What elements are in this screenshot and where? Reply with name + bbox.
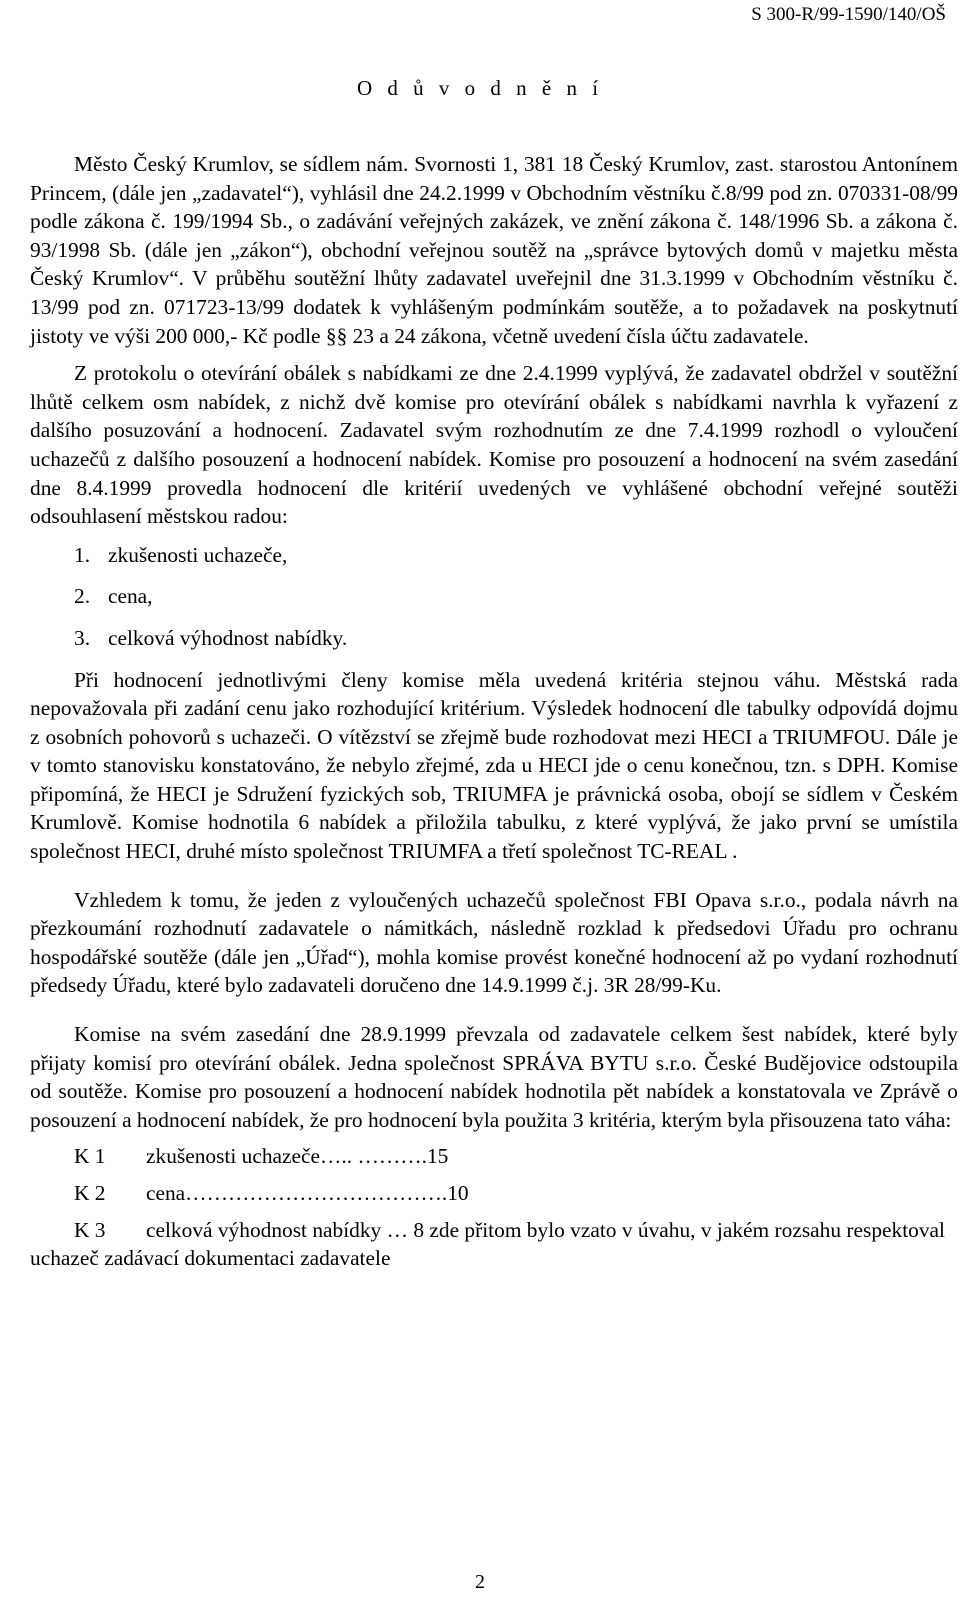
list-item-number: 2. (74, 584, 91, 609)
weight-row (74, 1142, 958, 1171)
list-item-text: zkušenosti uchazeče, (108, 542, 288, 567)
weight-row (30, 1216, 958, 1273)
list-item-number: 3. (74, 625, 91, 650)
weight-text: cena……………………………….10 (146, 1181, 469, 1205)
list-item-text: cena, (108, 584, 153, 609)
weight-code: K 2 (74, 1181, 106, 1205)
paragraph-appeal: Vzhledem k tomu, že jeden z vyloučených uchazečů společnost FBI Opava s.r.o., podala návrh na přezkoumání rozhodnutí zadavatele o námitkách, následně rozklad k předsedovi Úřadu pro ochranu hospodářské soutěže (dále jen „Úřad“), mohla komise provést konečné hodnocení až po vydaní rozhodnutí předsedy Úřadu, které bylo zadavateli doručeno dne 14.9.1999 č.j. 3R 28/99-Ku. (30, 887, 958, 998)
reference-number: S 300-R/99-1590/140/OŠ (751, 4, 946, 25)
paragraph-commission: Komise na svém zasedání dne 28.9.1999 převzala od zadavatele celkem šest nabídek, které byly přijaty komisí pro otevírání obálek. Jedna společnost SPRÁVA BYTU s.r.o. České Budějovice odstoupila od soutěže. Komise pro posouzení a hodnocení nabídek hodnotila pět nabídek a konstatovala ve Zprávě o posouzení a hodnocení nabídek, že pro hodnocení byla použita 3 kritéria, kterým byla přisouzena tato váha: (30, 1022, 958, 1132)
criteria-list (30, 541, 958, 653)
document-body (30, 150, 958, 1273)
list-item-number: 1. (74, 542, 91, 567)
weight-row (74, 1179, 958, 1208)
paragraph-evaluation: Při hodnocení jednotlivými členy komise měla uvedená kritéria stejnou váhu. Městská rada nepovažovala při zadání cenu jako rozhodující kritérium. Výsledek hodnocení dle tabulky odpovídá dojmu z osobních pohovorů s uchazeči. O vítězství se zřejmě bude rozhodovat mezi HECI a TRIUMFOU. Dále je v tomto stanovisku konstatováno, že nebylo zřejmé, zda u HECI jde o cenu konečnou, tzn. s DPH. Komise připomíná, že HECI je Sdružení fyzických sob, TRIUMFA je právnická osoba, obojí se sídlem v Českém Krumlově. Komise hodnotila 6 nabídek a přiložila tabulku, z které vyplývá, že jako první se umístila společnost HECI, druhé místo společnost TRIUMFA a třetí společnost TC-REAL . (30, 667, 958, 864)
weight-code: K 3 (74, 1217, 106, 1242)
page-number: 2 (475, 1571, 485, 1593)
list-item (74, 582, 958, 611)
list-item (74, 541, 958, 570)
page-title: O d ů v o d n ě n í (356, 76, 604, 100)
list-item-text: celková výhodnost nabídky. (108, 625, 348, 650)
paragraph-intro: Město Český Krumlov, se sídlem nám. Svornosti 1, 381 18 Český Krumlov, zast. starostou Antonínem Princem, (dále jen „zadavatel“), vyhlásil dne 24.2.1999 v Obchodním věstníku č.8/99 pod zn. 070331-08/99 podle zákona č. 199/1994 Sb., o zadávání veřejných zakázek, ve znění zákona č. 148/1996 Sb. a zákona č. 93/1998 Sb. (dále jen „zákon“), obchodní veřejnou soutěž na „správce bytových domů v majetku města Český Krumlov“. V průběhu soutěžní lhůty zadavatel uveřejnil dne 31.3.1999 v Obchodním věstníku č. 13/99 pod zn. 071723-13/99 dodatek k vyhlášeným podmínkám soutěže, a to požadavek na poskytnutí jistoty ve výši 200 000,- Kč podle §§ 23 a 24 zákona, včetně uvedení čísla účtu zadavatele. (30, 152, 958, 348)
weight-code: K 1 (74, 1144, 106, 1169)
weight-text: zkušenosti uchazeče….. ……….15 (146, 1144, 449, 1169)
list-item (74, 624, 958, 653)
paragraph-protocol: Z protokolu o otevírání obálek s nabídkami ze dne 2.4.1999 vyplývá, že zadavatel obdržel v soutěžní lhůtě celkem osm nabídek, z nichž dvě komise pro otevírání obálek s nabídkami navrhla k vyřazení z dalšího posuzování a hodnocení. Zadavatel svým rozhodnutím ze dne 7.4.1999 rozhodl o vyloučení uchazečů z dalšího posouzení a hodnocení nabídek. Komise pro posouzení a hodnocení na svém zasedání dne 8.4.1999 provedla hodnocení dle kritérií uvedených ve vyhlášené obchodní veřejné soutěži odsouhlasení městskou radou: (30, 361, 958, 529)
weight-text: celková výhodnost nabídky … 8 zde přitom bylo vzato v úvahu, v jakém rozsahu respektoval uchazeč zadávací dokumentaci zadavatele (30, 1217, 945, 1271)
